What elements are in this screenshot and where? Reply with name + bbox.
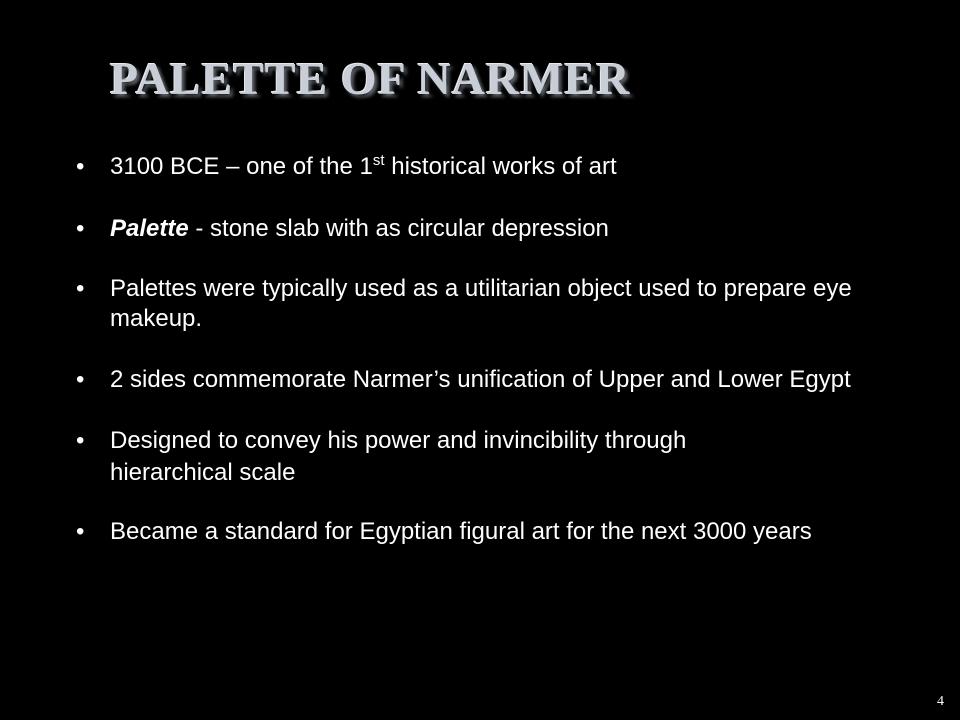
bullet-item: [76, 214, 896, 244]
bullet-text: 2 sides commemorate Narmer’s unification of Upper and Lower Egypt: [110, 366, 851, 393]
bullet-text: Palettes were typically used as a utilitarian object used to prepare eye makeup.: [110, 275, 852, 332]
bullet-text-line2: hierarchical scale: [110, 459, 296, 486]
bullet-dot-icon: •: [76, 275, 85, 302]
bullet-item: [76, 274, 896, 334]
bullet-dot-icon: •: [76, 215, 85, 242]
slide-title: PALETTE OF NARMER: [110, 53, 631, 104]
bullet-text: - stone slab with as circular depression: [188, 215, 609, 242]
bullet-superscript: st: [372, 152, 385, 169]
bullet-item: [76, 152, 896, 182]
bullet-dot-icon: •: [76, 366, 85, 393]
bullet-item: [76, 517, 896, 547]
bullet-text: Became a standard for Egyptian figural art for the next 3000 years: [110, 518, 812, 545]
bullet-item: [76, 426, 896, 488]
bullet-text-suffix: historical works of art: [384, 153, 617, 180]
page-number: 4: [937, 694, 944, 709]
bullet-dot-icon: •: [76, 518, 85, 545]
bullet-dot-icon: •: [76, 153, 85, 180]
bullet-text-line1: Designed to convey his power and invincibility through: [110, 427, 687, 454]
bullet-item: [76, 365, 896, 395]
bullet-list: [76, 152, 896, 575]
bullet-term: Palette: [110, 215, 189, 242]
bullet-dot-icon: •: [76, 427, 85, 454]
bullet-text-prefix: 3100 BCE – one of the 1: [110, 153, 373, 180]
